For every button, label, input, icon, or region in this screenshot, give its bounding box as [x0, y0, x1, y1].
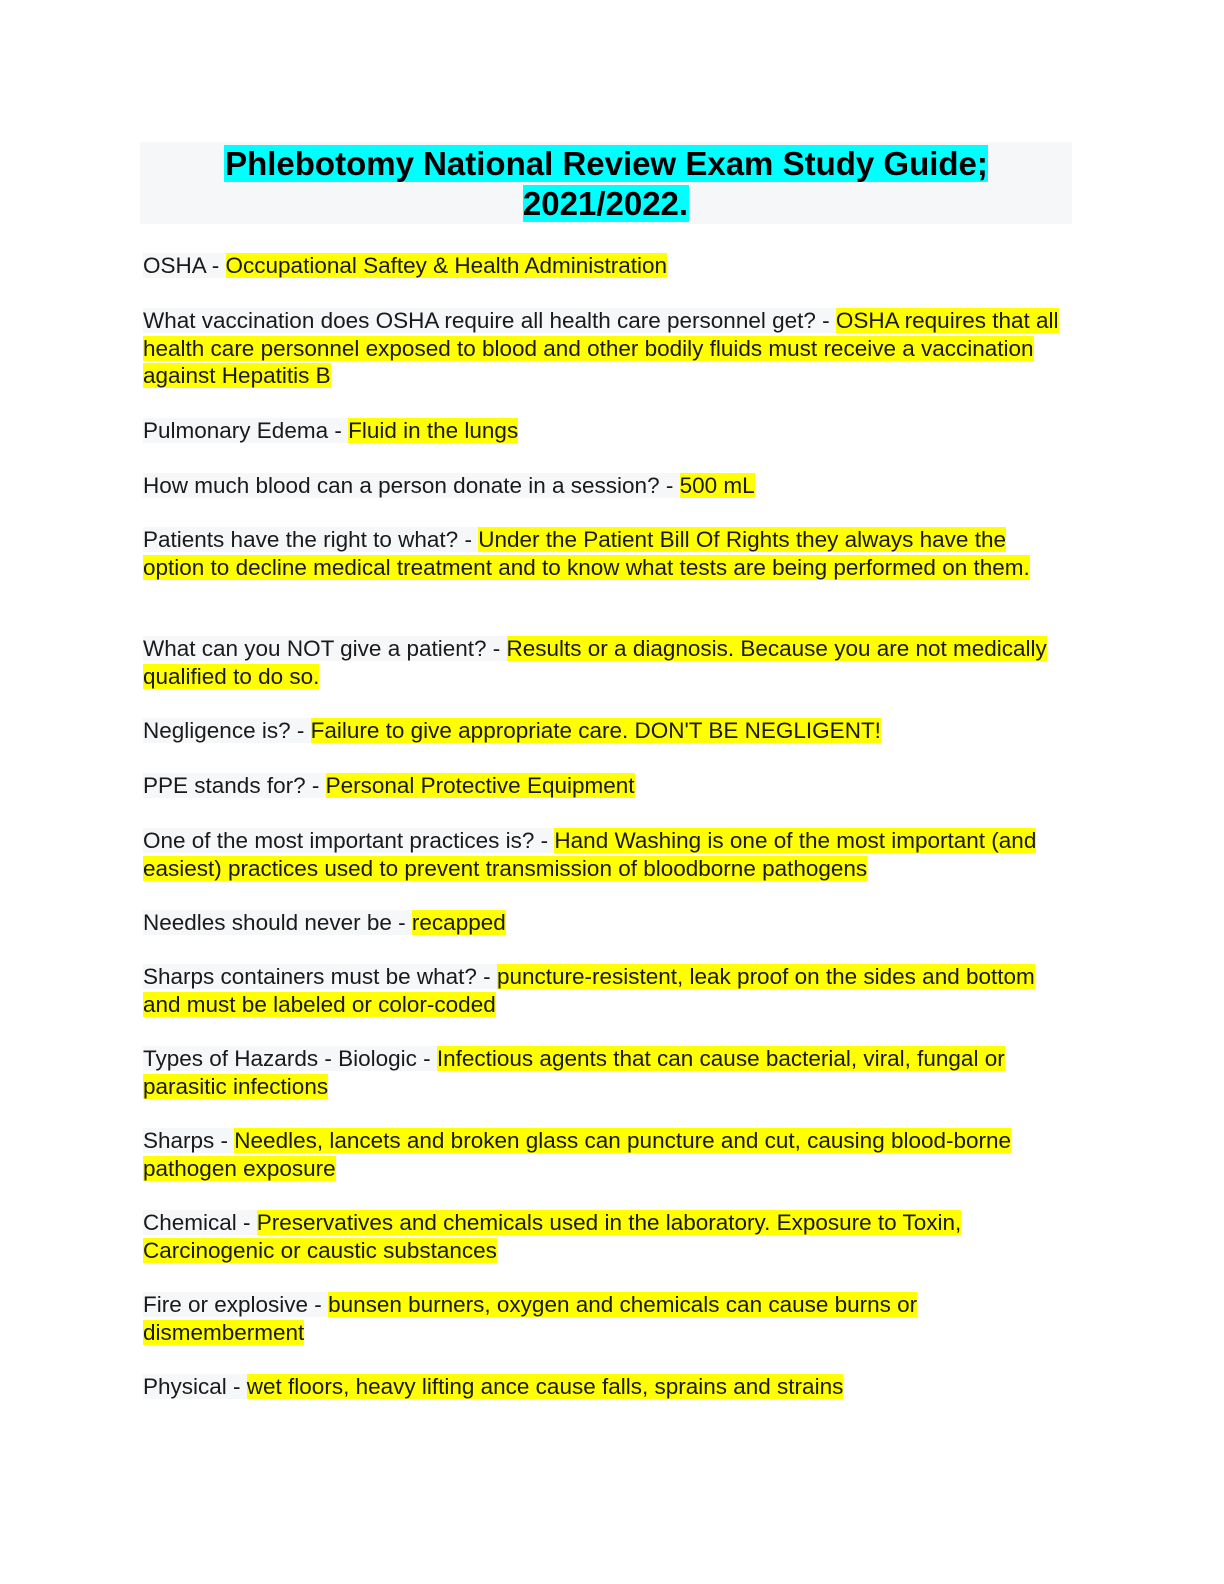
question-text: OSHA - [143, 253, 226, 278]
question-text: Fire or explosive - [143, 1292, 329, 1317]
question-text: What can you NOT give a patient? - [143, 636, 507, 661]
qa-item [143, 1373, 1073, 1401]
qa-item [143, 909, 1073, 937]
qa-item [143, 526, 1073, 581]
question-text: Physical - [143, 1374, 247, 1399]
answer-text: Personal Protective Equipment [325, 773, 635, 798]
question-text: Patients have the right to what? - [143, 527, 479, 552]
answer-text: puncture-resistent, leak proof on the sides and bottom and must be labeled or color-coded [143, 964, 1035, 1017]
qa-item [143, 1209, 1073, 1264]
answer-text: Infectious agents that can cause bacterial, viral, fungal or parasitic infections [143, 1046, 1005, 1099]
qa-item [143, 307, 1073, 390]
question-text: How much blood can a person donate in a session? - [143, 473, 680, 498]
title-block [140, 142, 1072, 224]
answer-text: Hand Washing is one of the most important (and easiest) practices used to prevent transmission of bloodborne pathogens [143, 828, 1037, 881]
question-text: Chemical - [143, 1210, 257, 1235]
answer-text: Occupational Saftey & Health Administration [225, 253, 668, 278]
qa-item [143, 472, 1073, 500]
qa-item [143, 252, 1073, 280]
question-text: Sharps - [143, 1128, 235, 1153]
qa-item [143, 772, 1073, 800]
qa-item [143, 827, 1073, 882]
question-text: What vaccination does OSHA require all health care personnel get? - [143, 308, 836, 333]
answer-text: Needles, lancets and broken glass can puncture and cut, causing blood-borne pathogen exposure [143, 1128, 1012, 1181]
answer-text: bunsen burners, oxygen and chemicals can cause burns or dismemberment [143, 1292, 918, 1345]
qa-item [143, 1045, 1073, 1100]
question-text: Pulmonary Edema - [143, 418, 349, 443]
question-text: Needles should never be - [143, 910, 412, 935]
qa-item [143, 635, 1073, 690]
qa-item [143, 963, 1073, 1018]
qa-item [143, 417, 1073, 445]
answer-text: Failure to give appropriate care. DON'T BE NEGLIGENT! [310, 718, 881, 743]
qa-item [143, 1291, 1073, 1346]
question-text: Sharps containers must be what? - [143, 964, 497, 989]
question-text: Negligence is? - [143, 718, 311, 743]
answer-text: Results or a diagnosis. Because you are not medically qualified to do so. [143, 636, 1047, 689]
question-text: PPE stands for? - [143, 773, 326, 798]
answer-text: Under the Patient Bill Of Rights they always have the option to decline medical treatment and to know what tests are being performed on them. [143, 527, 1030, 580]
qa-item [143, 1127, 1073, 1182]
answer-text: OSHA requires that all health care personnel exposed to blood and other bodily fluids must receive a vaccination against Hepatitis B [143, 308, 1059, 388]
answer-text: Preservatives and chemicals used in the laboratory. Exposure to Toxin, Carcinogenic or caustic substances [143, 1210, 962, 1263]
answer-text: recapped [411, 910, 506, 935]
question-text: Types of Hazards - Biologic - [143, 1046, 437, 1071]
answer-text: 500 mL [679, 473, 755, 498]
answer-text: Fluid in the lungs [348, 418, 519, 443]
page-title: Phlebotomy National Review Exam Study Guide; 2021/2022. [225, 145, 988, 222]
answer-text: wet floors, heavy lifting ance cause falls, sprains and strains [246, 1374, 844, 1399]
question-text: One of the most important practices is? - [143, 828, 555, 853]
qa-item [143, 717, 1073, 745]
